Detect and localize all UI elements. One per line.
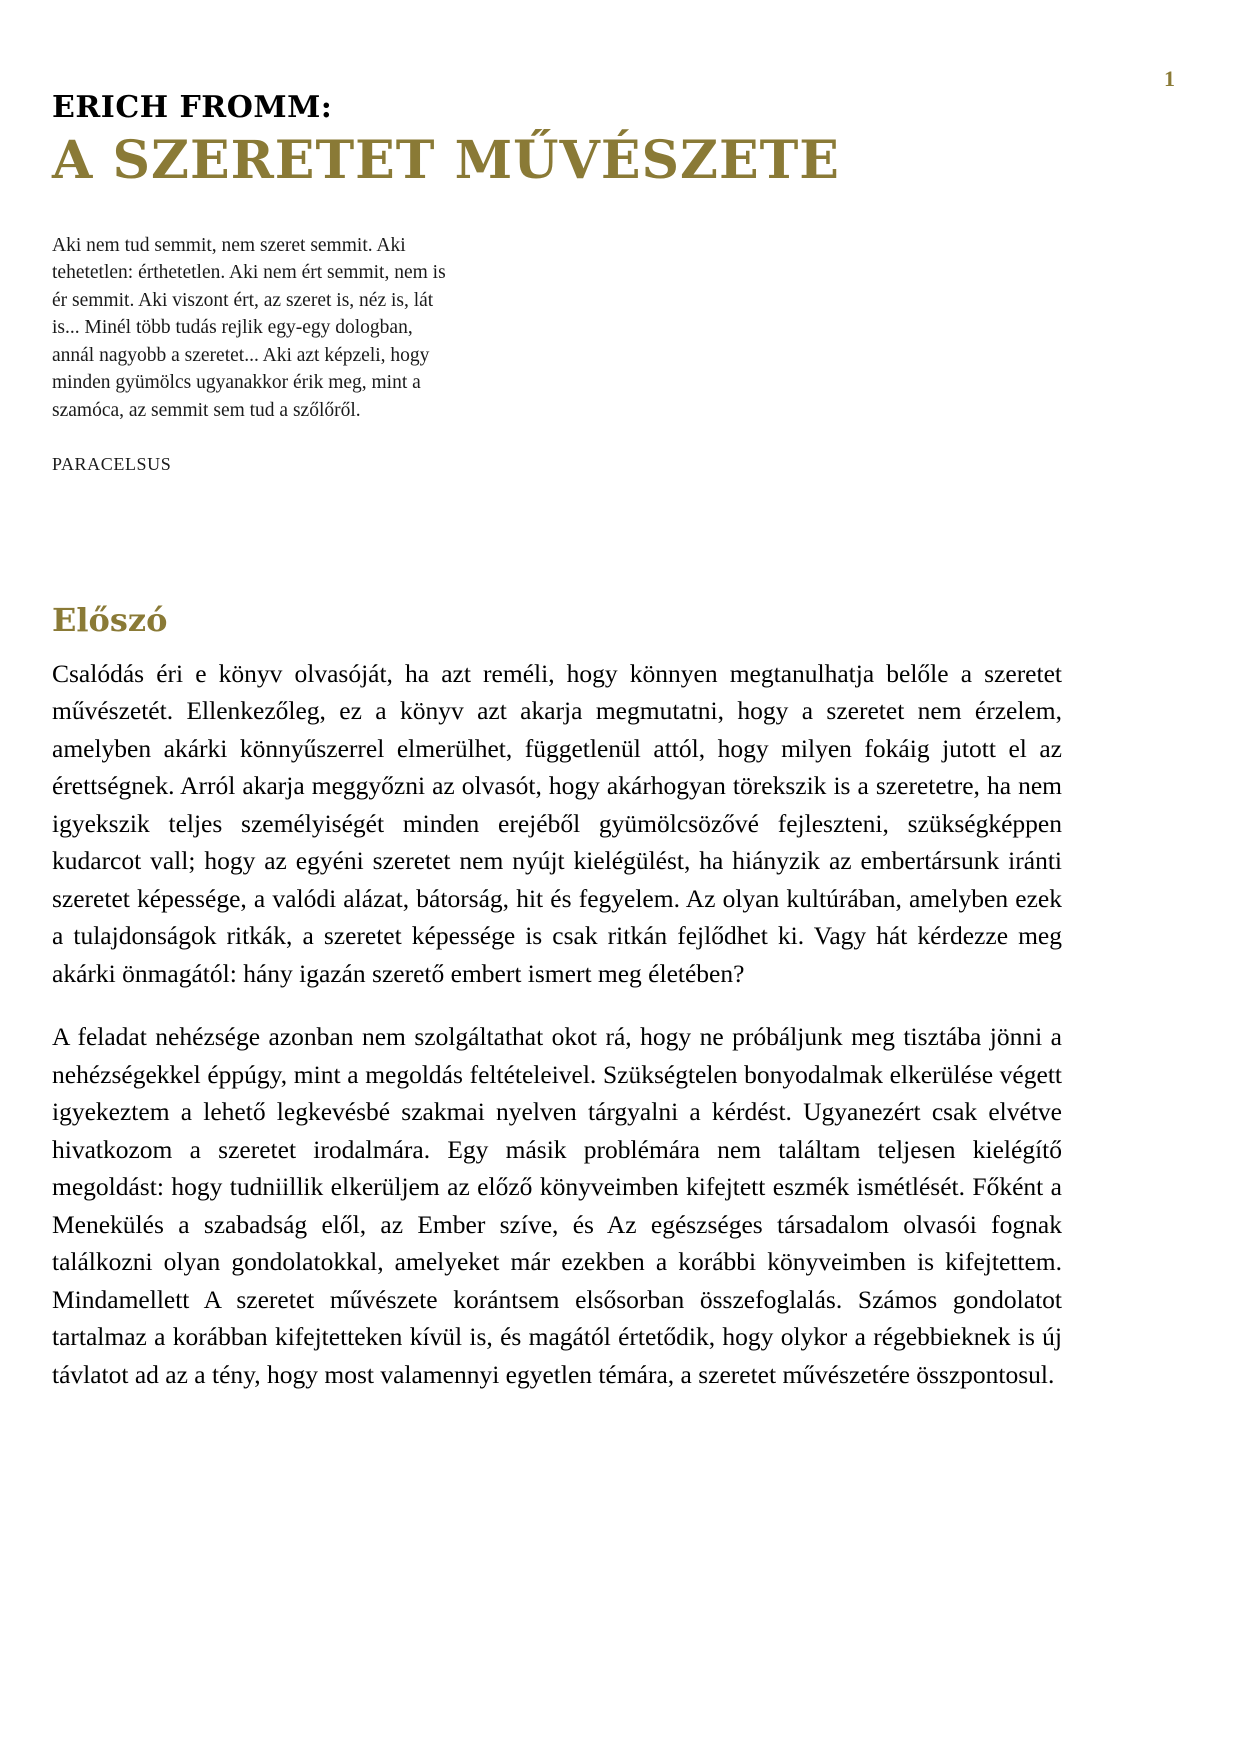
- epigraph-quote: Aki nem tud semmit, nem szeret semmit. Aki tehetetlen: érthetetlen. Aki nem ért semmit, nem is ér semmit. Aki viszont ért, az szeret is, néz is, lát is... Minél több tudás rejlik egy-egy dologban, annál nagyobb a szeretet... Aki azt képzeli, hogy minden gyümölcs ugyanakkor érik meg, mint a szamóca, az semmit sem tud a szőlőről.: [52, 235, 446, 421]
- body-text-block: [52, 655, 1062, 1393]
- section-heading-eloszo: Előszó: [52, 601, 168, 639]
- page-number: 1: [1164, 66, 1175, 91]
- author-name: ERICH FROMM:: [52, 90, 333, 125]
- page-title: A SZERETET MŰVÉSZETE: [52, 130, 840, 192]
- title-block: [52, 90, 1062, 192]
- epigraph-attribution: PARACELSUS: [52, 454, 172, 475]
- body-paragraph: A feladat nehézsége azonban nem szolgáltathat okot rá, hogy ne próbáljunk meg tisztába jönni a nehézségekkel éppúgy, mint a megoldás feltételeivel. Szükségtelen bonyodalmak elkerülése végett igyekeztem a lehető legkevésbé szakmai nyelven tárgyalni a kérdést. Ugyanezért csak elvétve hivatkozom a szeretet irodalmára. Egy másik problémára nem találtam teljesen kielégítő megoldást: hogy tudniillik elkerüljem az előző könyveimben kifejtett eszmék ismétlését. Főként a Menekülés a szabadság elől, az Ember szíve, és Az egészséges társadalom olvasói fognak találkozni olyan gondolatokkal, amelyeket már ezekben a korábbi könyveimben is kifejtettem. Mindamellett A szeretet művészete korántsem elsősorban összefoglalás. Számos gondolatot tartalmaz a korábban kifejtetteken kívül is, és magától értetődik, hogy olykor a régebbieknek is új távlatot ad az a tény, hogy most valamennyi egyetlen témára, a szeretet művészetére összpontosul.: [52, 1022, 1062, 1389]
- body-paragraph: Csalódás éri e könyv olvasóját, ha azt reméli, hogy könnyen megtanulhatja belőle a szeretet művészetét. Ellenkezőleg, ez a könyv azt akarja megmutatni, hogy a szeretet nem érzelem, amelyben akárki könnyűszerrel elmerülhet, függetlenül attól, hogy milyen fokáig jutott el az érettségnek. Arról akarja meggyőzni az olvasót, hogy akárhogyan törekszik is a szeretetre, ha nem igyekszik teljes személyiségét minden erejéből gyümölcsözővé fejleszteni, szükségképpen kudarcot vall; hogy az egyéni szeretet nem nyújt kielégülést, ha hiányzik az embertársunk iránti szeretet képessége, a valódi alázat, bátorság, hit és fegyelem. Az olyan kultúrában, amelyben ezek a tulajdonságok ritkák, a szeretet képessége is csak ritkán fejlődhet ki. Vagy hát kérdezze meg akárki önmagától: hány igazán szerető embert ismert meg életében?: [52, 659, 1062, 988]
- epigraph-block: [52, 232, 452, 475]
